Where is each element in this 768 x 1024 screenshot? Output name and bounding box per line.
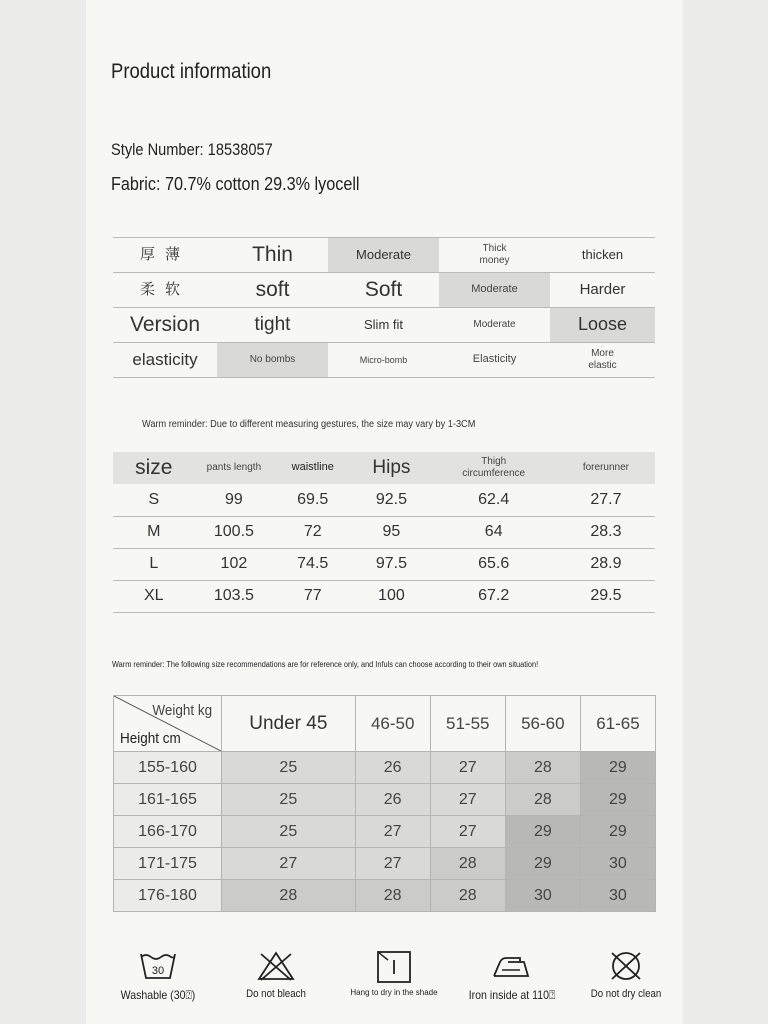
- care-item-hang-dry: [344, 950, 444, 998]
- attr-option: Slim fit: [364, 317, 403, 333]
- rec-size-cell: 25: [222, 816, 356, 848]
- attr-label: elasticity: [132, 349, 198, 369]
- care-label: Washable (30⍰): [120, 988, 196, 1002]
- attr-option: thicken: [581, 247, 624, 263]
- size-table: [113, 452, 655, 613]
- rec-size-cell: 26: [355, 752, 430, 784]
- rec-col-header: 56-60: [505, 696, 580, 752]
- rec-size-cell: 28: [222, 880, 356, 912]
- attr-row-elasticity: [113, 342, 655, 378]
- no-dry-clean-icon: [606, 950, 646, 982]
- attr-option: More elastic: [588, 348, 617, 371]
- size-value-cell: 29.5: [590, 587, 622, 604]
- rec-col-header: 61-65: [580, 696, 655, 752]
- rec-size-cell: 26: [355, 784, 430, 816]
- attr-option: Elasticity: [472, 353, 517, 366]
- care-item-wash: [108, 950, 208, 1003]
- size-value-cell: 95: [382, 523, 401, 540]
- wash-30-icon: [138, 950, 178, 982]
- attr-option: Micro-bomb: [359, 354, 408, 365]
- care-label: Iron inside at 110⍰: [468, 988, 556, 1002]
- attr-option: Harder: [579, 281, 626, 298]
- size-header: Hips: [372, 457, 411, 478]
- size-value-cell: 28.9: [590, 555, 622, 572]
- size-row: [113, 484, 655, 516]
- size-value-cell: 64: [484, 523, 503, 540]
- fabric-composition: Fabric: 70.7% cotton 29.3% lyocell: [111, 174, 360, 194]
- size-table-body: [113, 484, 655, 612]
- size-value-cell: 100.5: [213, 523, 254, 540]
- rec-height-cell: 161-165: [114, 784, 222, 816]
- size-table-header: [113, 452, 655, 484]
- rec-size-cell: 28: [505, 752, 580, 784]
- rec-col-header: Under 45: [222, 696, 356, 752]
- rec-size-cell: 30: [505, 880, 580, 912]
- size-value-cell: 77: [303, 587, 322, 604]
- rec-size-cell: 29: [580, 784, 655, 816]
- rec-size-cell: 29: [505, 816, 580, 848]
- size-value-cell: 100: [378, 587, 405, 604]
- rec-size-cell: 25: [222, 784, 356, 816]
- rec-row: [114, 784, 656, 816]
- attr-option: tight: [254, 313, 291, 335]
- attr-label: Version: [129, 313, 201, 337]
- rec-height-cell: 176-180: [114, 880, 222, 912]
- rec-size-cell: 29: [580, 752, 655, 784]
- rec-size-cell: 28: [430, 880, 505, 912]
- care-label: Do not dry clean: [590, 988, 662, 1000]
- no-bleach-icon: [256, 950, 296, 982]
- rec-size-cell: 27: [355, 816, 430, 848]
- size-label-cell: L: [149, 555, 159, 572]
- size-value-cell: 72: [303, 523, 322, 540]
- care-label: Hang to dry in the shade: [350, 988, 438, 997]
- wash-temp-text: 30: [151, 965, 165, 977]
- attr-row-softness: [113, 272, 655, 307]
- rec-size-cell: 28: [355, 880, 430, 912]
- rec-row: [114, 848, 656, 880]
- rec-corner-cell: [114, 696, 222, 752]
- rec-size-cell: 30: [580, 880, 655, 912]
- rec-col-header: 51-55: [430, 696, 505, 752]
- size-row: [113, 516, 655, 548]
- care-item-bleach: [226, 950, 326, 1000]
- care-item-dry-clean: [576, 950, 676, 1000]
- height-axis-label: Height cm: [120, 730, 181, 747]
- attr-option: Thick money: [479, 243, 510, 266]
- page-title: Product information: [111, 60, 272, 83]
- size-value-cell: 69.5: [297, 490, 329, 508]
- size-value-cell: 99: [225, 490, 243, 508]
- attr-label: 柔软: [139, 281, 190, 298]
- rec-size-cell: 29: [505, 848, 580, 880]
- rec-height-cell: 155-160: [114, 752, 222, 784]
- size-row: [113, 580, 655, 612]
- size-header: waistline: [291, 461, 334, 474]
- attr-row-thickness: [113, 237, 655, 272]
- size-header: pants length: [206, 462, 262, 473]
- rec-header-row: [114, 696, 656, 752]
- rec-size-cell: 27: [430, 752, 505, 784]
- size-value-cell: 62.4: [478, 490, 510, 508]
- rec-size-cell: 27: [430, 784, 505, 816]
- size-header: Thigh circumference: [462, 456, 526, 479]
- rec-height-cell: 171-175: [114, 848, 222, 880]
- size-value-cell: 97.5: [375, 555, 407, 572]
- attr-option-selected: Moderate: [439, 273, 550, 307]
- rec-size-cell: 29: [580, 816, 655, 848]
- rec-row: [114, 752, 656, 784]
- rec-row: [114, 816, 656, 848]
- rec-size-cell: 30: [580, 848, 655, 880]
- attr-option-selected: No bombs: [217, 343, 328, 377]
- size-value-cell: 102: [220, 555, 248, 572]
- size-value-cell: 74.5: [297, 555, 329, 572]
- size-recommendation-table: [113, 695, 656, 912]
- attr-label: 厚薄: [139, 246, 190, 263]
- hang-dry-shade-icon: [374, 950, 414, 984]
- attr-option: Moderate: [473, 319, 516, 330]
- rec-size-cell: 27: [430, 816, 505, 848]
- size-value-cell: 103.5: [213, 587, 254, 604]
- size-value-cell: 27.7: [590, 490, 622, 508]
- size-value-cell: 67.2: [478, 587, 510, 604]
- rec-table-body: [114, 752, 656, 912]
- rec-size-cell: 28: [505, 784, 580, 816]
- size-header: forerunner: [582, 462, 629, 473]
- rec-size-cell: 27: [222, 848, 356, 880]
- attr-option-selected: Moderate: [328, 238, 439, 272]
- recommend-reminder: Warm reminder: The following size recommendations are for reference only, and Infuls can choose according to their own situation!: [112, 660, 539, 669]
- size-value-cell: 92.5: [375, 490, 407, 508]
- care-label: Do not bleach: [246, 988, 306, 1000]
- attr-option: soft: [255, 278, 290, 302]
- rec-row: [114, 880, 656, 912]
- size-label-cell: M: [147, 523, 161, 540]
- care-item-iron: [462, 950, 562, 1003]
- size-label-cell: S: [148, 490, 160, 508]
- product-info-page: [86, 0, 683, 1024]
- style-number: Style Number: 18538057: [111, 140, 273, 159]
- size-label-cell: XL: [144, 587, 164, 604]
- attr-option-selected: Loose: [550, 308, 655, 342]
- weight-axis-label: Weight kg: [151, 702, 212, 719]
- size-row: [113, 548, 655, 580]
- attribute-grid: [113, 237, 655, 378]
- rec-size-cell: 27: [355, 848, 430, 880]
- rec-size-cell: 28: [430, 848, 505, 880]
- iron-inside-icon: [490, 950, 534, 982]
- size-reminder: Warm reminder: Due to different measuring gestures, the size may vary by 1-3CM: [142, 419, 476, 430]
- size-value-cell: 28.3: [590, 523, 622, 540]
- rec-col-header: 46-50: [355, 696, 430, 752]
- attr-option: Thin: [252, 243, 293, 267]
- size-header: size: [135, 456, 173, 479]
- rec-size-cell: 25: [222, 752, 356, 784]
- attr-row-version: [113, 307, 655, 342]
- size-value-cell: 65.6: [478, 555, 510, 572]
- attr-option: Soft: [364, 278, 403, 302]
- rec-height-cell: 166-170: [114, 816, 222, 848]
